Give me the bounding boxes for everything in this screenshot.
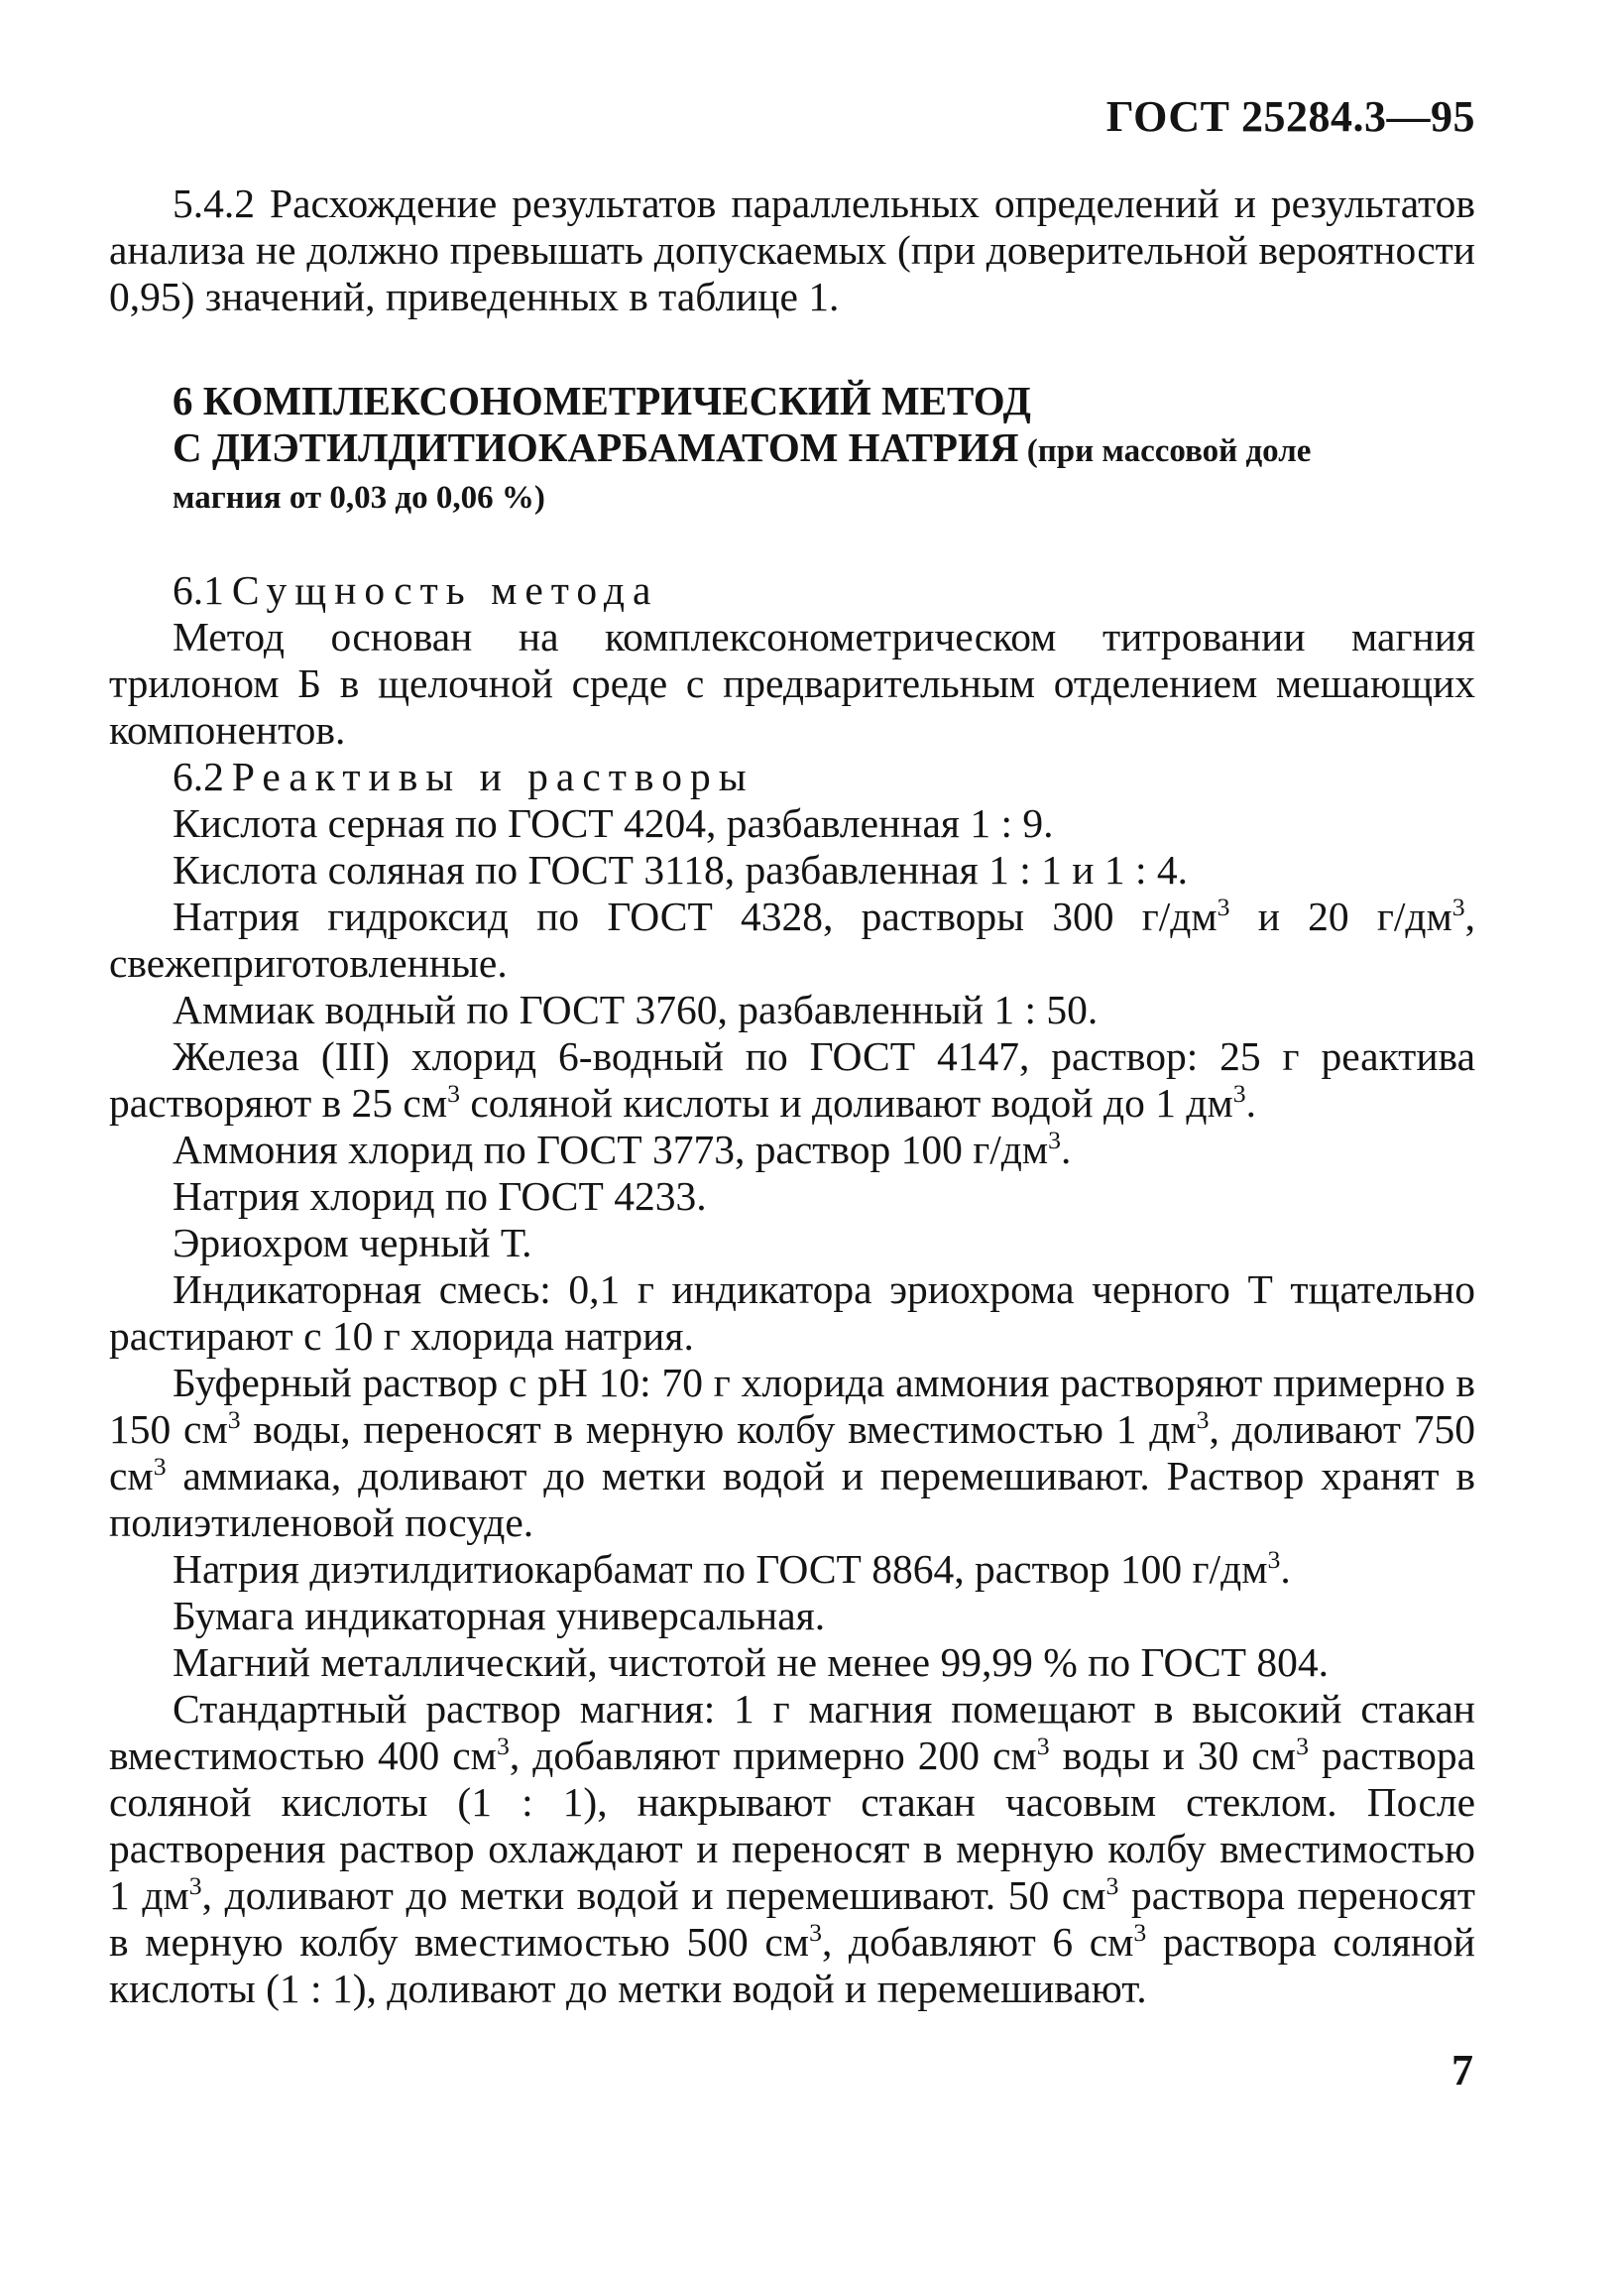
section-6-1-title: Сущность метода bbox=[231, 567, 659, 613]
section-6-2-title: Реактивы и растворы bbox=[231, 754, 754, 799]
page-number: 7 bbox=[1451, 2046, 1473, 2094]
reagent-standard-magnesium-solution: Стандартный раствор магния: 1 г магния помещают в высокий стакан вместимостью 400 $см^3$, добавляют примерно 200 $см^3$ воды и 30 $см^3$ раствора соляной кислоты (1 : 1), накрывают стакан часовым стеклом. После растворения раствор охлаждают и переносят в мерную колбу вместимостью 1 $дм^3$, доливают до метки водой и перемешивают. 50 $см^3$ раствора переносят в мерную колбу вместимостью 500 $см^3$, добавляют 6 $см^3$ раствора соляной кислоты (1 : 1), доливают до метки водой и перемешивают. bbox=[109, 1686, 1476, 2011]
section-6-title-line1: 6 КОМПЛЕКСОНОМЕТРИЧЕСКИЙ МЕТОД bbox=[173, 378, 1031, 423]
section-6-1-heading bbox=[173, 567, 1475, 614]
page-content bbox=[109, 180, 1475, 2012]
reagent-sodium-chloride: Натрия хлорид по ГОСТ 4233. bbox=[173, 1173, 707, 1219]
section-6-1-number: 6.1 bbox=[173, 567, 224, 613]
reagent-diethyldithiocarbamate: Натрия диэтилдитиокарбамат по ГОСТ 8864, раствор 100 $г/дм^3$. bbox=[173, 1545, 1291, 1592]
document-code: ГОСТ 25284.3—95 bbox=[1105, 92, 1475, 141]
section-6-2-number: 6.2 bbox=[173, 754, 224, 799]
reagent-indicator-mixture: Индикаторная смесь: 0,1 г индикатора эриохрома черного Т тщательно растирают с 10 г хлорида натрия. bbox=[109, 1266, 1475, 1359]
reagent-magnesium-metal: Магний металлический, чистотой не менее 99,99 % по ГОСТ 804. bbox=[173, 1639, 1329, 1685]
reagent-sulfuric-acid: Кислота серная по ГОСТ 4204, разбавленная 1 : 9. bbox=[173, 800, 1054, 846]
reagent-ammonium-chloride: Аммония хлорид по ГОСТ 3773, раствор 100 $г/дм^3$. bbox=[173, 1126, 1072, 1172]
reagent-ammonia: Аммиак водный по ГОСТ 3760, разбавленный 1 : 50. bbox=[173, 987, 1099, 1032]
reagent-eriochrome-black: Эриохром черный Т. bbox=[173, 1220, 532, 1265]
section-6-title-line2-small: (при массовой доле bbox=[1018, 433, 1312, 469]
reagent-buffer-solution: Буферный раствор с pH 10: 70 г хлорида аммония растворяют примерно в 150 $см^3$ воды, переносят в мерную колбу вместимостью 1 $дм^3$, доливают 750 $см^3$ аммиака, доливают до метки водой и перемешивают. Раствор хранят в полиэтиленовой посуде. bbox=[109, 1360, 1475, 1545]
section-6-2-heading bbox=[173, 754, 1475, 800]
section-6-title-line3: магния от 0,03 до 0,06 %) bbox=[173, 480, 545, 516]
section-6-heading bbox=[173, 378, 1475, 522]
reagent-indicator-paper: Бумага индикаторная универсальная. bbox=[173, 1593, 826, 1638]
reagent-sodium-hydroxide: Натрия гидроксид по ГОСТ 4328, растворы 300 $г/дм^3$ и 20 $г/дм^3$, свежеприготовленные. bbox=[109, 893, 1475, 986]
paragraph-5-4-2: 5.4.2 Расхождение результатов параллельных определений и результатов анализа не должно превышать допускаемых (при доверительной вероятности 0,95) значений, приведенных в таблице 1. bbox=[109, 180, 1475, 319]
section-6-title-line2-main: С ДИЭТИЛДИТИОКАРБАМАТОМ НАТРИЯ bbox=[173, 424, 1019, 470]
reagent-hydrochloric-acid: Кислота соляная по ГОСТ 3118, разбавленная 1 : 1 и 1 : 4. bbox=[173, 847, 1189, 893]
paragraph-6-1: Метод основан на комплексонометрическом титровании магния трилоном Б в щелочной среде с предварительным отделением мешающих компонентов. bbox=[109, 614, 1475, 753]
reagent-iron-chloride: Железа (III) хлорид 6-водный по ГОСТ 4147, раствор: 25 г реактива растворяют в 25 $см^3$ соляной кислоты и доливают водой до 1 $дм^3$. bbox=[109, 1033, 1475, 1126]
section-6-title-line2 bbox=[173, 424, 1475, 475]
